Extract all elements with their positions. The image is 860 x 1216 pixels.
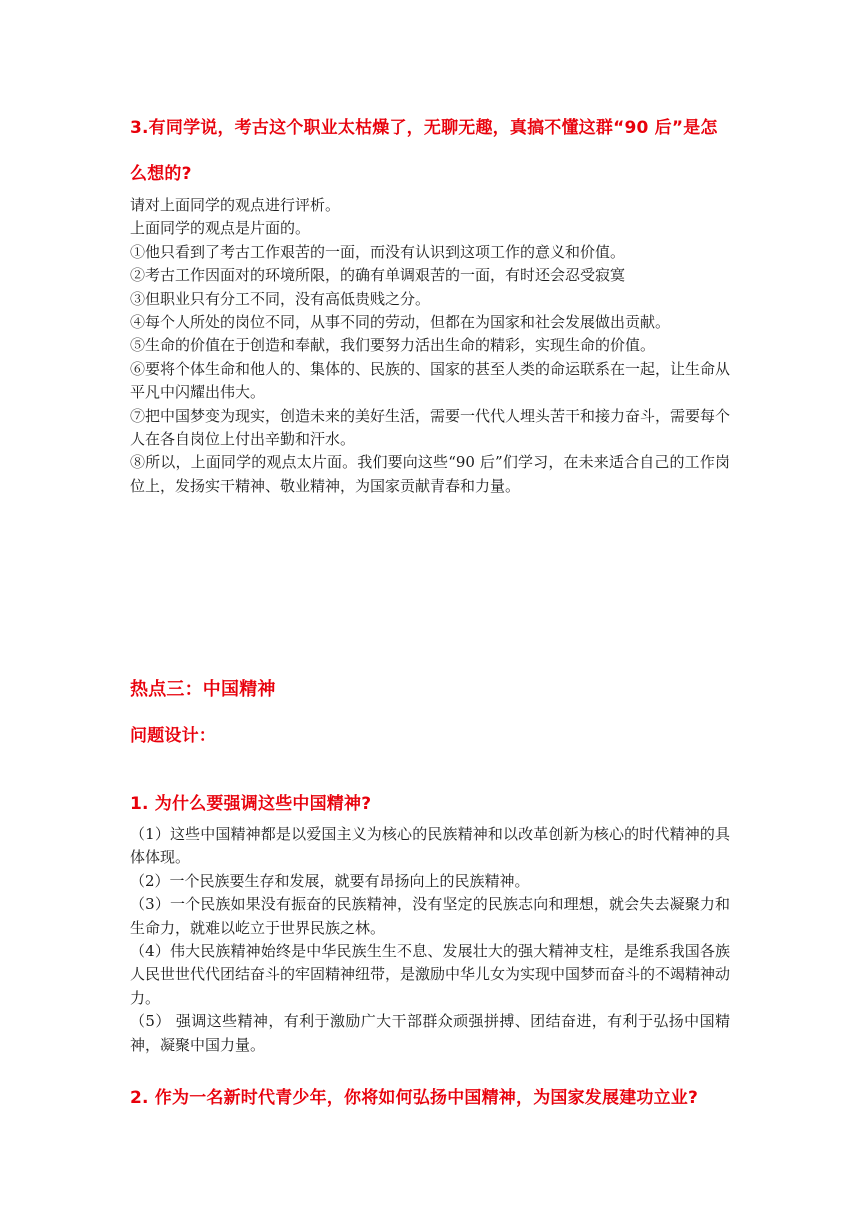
answer-line: ①他只看到了考古工作艰苦的一面，而没有认识到这项工作的意义和价值。 [130,242,626,261]
answer-line: （3）一个民族如果没有振奋的民族精神，没有坚定的民族志向和理想，就会失去凝聚力和生命力，就难以屹立于世界民族之林。 [130,895,730,937]
question-3-title-line1: 3.有同学说，考古这个职业太枯燥了，无聊无趣，真搞不懂这群“90 后”是怎 [130,118,718,138]
hotspot-3-heading: 热点三：中国精神 [130,679,276,700]
answer-line: ③但职业只有分工不同，没有高低贵贱之分。 [130,289,431,308]
hotspot-question-2-title: 2. 作为一名新时代青少年，你将如何弘扬中国精神，为国家发展建功立业? [130,1088,699,1108]
answer-line: 请对上面同学的观点进行评析。 [130,196,341,214]
question-3-title-line2: 么想的? [130,164,192,184]
answer-line: ②考古工作因面对的环境所限，的确有单调艰苦的一面，有时还会忍受寂寞 [130,266,626,285]
answer-line: ⑥要将个体生命和他人的、集体的、民族的、国家的甚至人类的命运联系在一起，让生命从平凡中闪耀出伟大。 [130,359,731,402]
answer-line: 上面同学的观点是片面的。 [130,219,311,238]
answer-line: （1）这些中国精神都是以爱国主义为核心的民族精神和以改革创新为核心的时代精神的具体体现。 [130,825,730,867]
answer-line: （2）一个民族要生存和发展，就要有昂扬向上的民族精神。 [130,871,530,890]
hotspot-question-1-answer [130,823,730,1057]
question-design-label: 问题设计： [130,726,216,746]
answer-line: ④每个人所处的岗位不同，从事不同的劳动，但都在为国家和社会发展做出贡献。 [130,313,671,332]
answer-line: （4）伟大民族精神始终是中华民族生生不息、发展壮大的强大精神支柱，是维系我国各族人民世世代代团结奋斗的牢固精神纽带，是激励中华儿女为实现中国梦而奋斗的不竭精神动力。 [130,942,731,1007]
question-3-answer [130,194,730,498]
answer-line: ⑧所以，上面同学的观点太片面。我们要向这些“90 后”们学习，在未来适合自己的工作岗位上，发扬实干精神、敬业精神，为国家贡献青春和力量。 [130,453,730,495]
answer-line: ⑦把中国梦变为现实，创造未来的美好生活，需要一代代人埋头苦干和接力奋斗，需要每个人在各自岗位上付出辛勤和汗水。 [130,406,731,449]
answer-line: （5） 强调这些精神，有利于激励广大干部群众顽强拼搏、团结奋进，有利于弘扬中国精神，凝聚中国力量。 [130,1012,730,1054]
answer-line: ⑤生命的价值在于创造和奉献，我们要努力活出生命的精彩，实现生命的价值。 [130,336,656,355]
hotspot-question-1-title: 1. 为什么要强调这些中国精神? [130,794,372,814]
